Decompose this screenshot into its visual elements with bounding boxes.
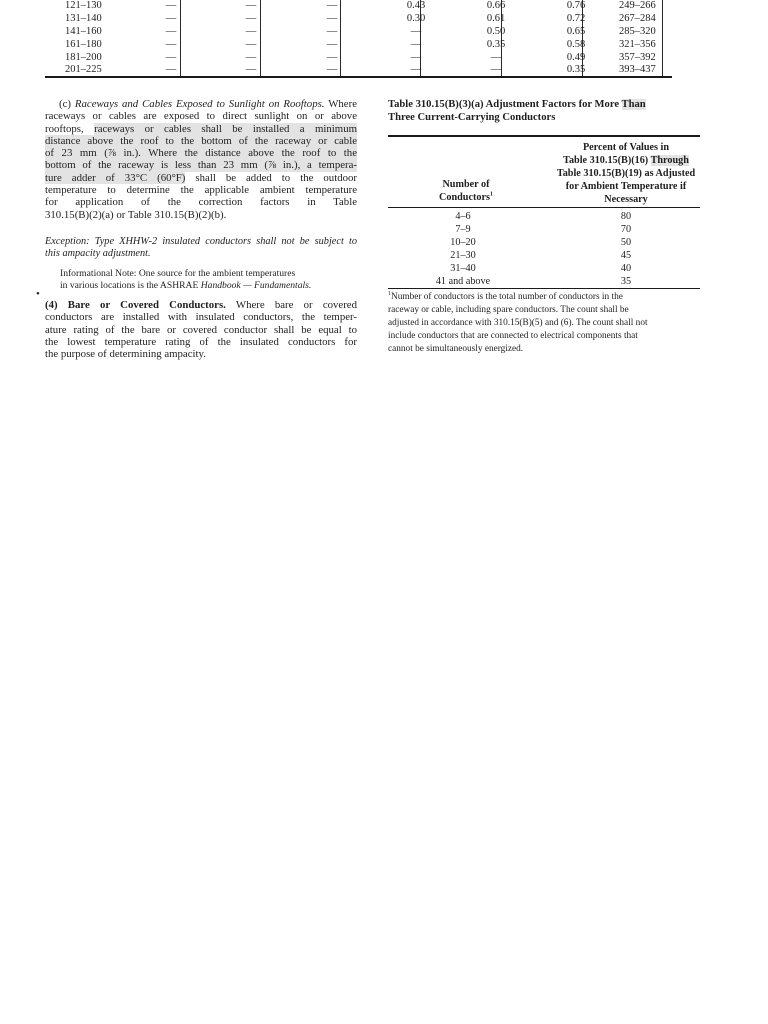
table-bottom-rule: [388, 288, 700, 289]
table-cell: 0.43: [406, 0, 426, 11]
table-cell: 0.76: [566, 0, 586, 11]
percent-value-cell: 45: [620, 250, 632, 261]
conductor-count-cell: 41 and above: [435, 276, 491, 287]
highlighted-text-line: distance above the roof to the bottom of the raceway or cable: [45, 134, 357, 147]
table-cell: —: [245, 52, 257, 63]
text-line: Exception: Type XHHW-2 insulated conductors shall not be subject to: [45, 236, 357, 247]
table-row: [388, 276, 700, 288]
table-row: [388, 211, 700, 223]
table-cell: 267–284: [619, 13, 656, 24]
table-cell: 0.65: [566, 26, 586, 37]
table-cell: —: [165, 13, 177, 24]
table-header-rule: [388, 207, 700, 208]
table-row: [45, 38, 672, 51]
percent-value-cell: 70: [620, 224, 632, 235]
table-row: [45, 63, 672, 76]
column-header-percent-values: Percent of Values in Table 310.15(B)(16) Through Table 310.15(B)(19) as Adjusted for Ambient Temperature if Necessary: [556, 142, 696, 205]
adjustment-table-title: Table 310.15(B)(3)(a) Adjustment Factors for More Than Three Current-Carrying Conductors: [388, 99, 646, 123]
text-line: for application of the correction factors in Table: [45, 196, 357, 209]
highlighted-text: Than: [621, 99, 646, 110]
text-line: rooftops, raceways or cables shall be installed a minimum: [45, 122, 357, 135]
percent-value-cell: 35: [620, 276, 632, 287]
table-cell: —: [326, 13, 338, 24]
table-row: [388, 237, 700, 249]
table-row: [388, 224, 700, 236]
text-line: the purpose of determining ampacity.: [45, 348, 206, 361]
table-cell: 0.72: [566, 13, 586, 24]
percent-value-cell: 80: [620, 211, 632, 222]
table-cell: 393–437: [619, 64, 656, 75]
table-cell: 0.61: [486, 13, 506, 24]
table-cell: —: [245, 13, 257, 24]
table-cell: 0.35: [566, 64, 586, 75]
highlighted-text: Through: [650, 155, 689, 166]
table-cell: —: [165, 0, 177, 11]
table-row: [45, 0, 672, 12]
section-4-title: (4) Bare or Covered Conductors.: [45, 299, 226, 311]
table-cell: —: [245, 26, 257, 37]
text-line: in various locations is the ASHRAE Handbook — Fundamentals.: [60, 280, 312, 292]
highlighted-text-line: bottom of the raceway is less than 23 mm (⅞ in.), a tempera-: [45, 159, 357, 172]
table-cell: 0.58: [566, 39, 586, 50]
conductor-count-cell: 4–6: [455, 211, 471, 222]
table-cell: —: [410, 26, 422, 37]
table-cell: —: [165, 39, 177, 50]
table-cell: 0.30: [406, 13, 426, 24]
table-cell: —: [326, 52, 338, 63]
section-4-paragraph: [45, 299, 357, 360]
table-cell: —: [326, 26, 338, 37]
section-c-title: Raceways and Cables Exposed to Sunlight on Rooftops.: [74, 98, 325, 110]
footnote-marker: 1: [388, 290, 391, 297]
percent-value-cell: 40: [620, 263, 632, 274]
section-c-lead: Where: [328, 98, 357, 110]
table-cell: —: [410, 64, 422, 75]
table-cell: 0.35: [486, 39, 506, 50]
table-footnote: $^1$Number of conductors is the total number of conductors in the raceway or cable, including spare conductors. The count shall be adjusted in accordance with 310.15(B)(5) and (6). The count shall not include conductors that are connected to electrical components that cannot be simultaneously energized.: [388, 290, 648, 355]
highlighted-text-line: of 23 mm (⅞ in.). Where the distance above the roof to the: [45, 147, 357, 160]
table-row: [45, 12, 672, 25]
table-cell: —: [245, 0, 257, 11]
table-cell: —: [165, 26, 177, 37]
text-line: Informational Note: One source for the ambient temperatures: [60, 268, 296, 279]
table-cell: —: [245, 64, 257, 75]
text-line: ture adder of 33°C (60°F) shall be added to the outdoor: [45, 171, 357, 184]
table-cell: 0.49: [566, 52, 586, 63]
conductor-count-cell: 7–9: [455, 224, 471, 235]
conductor-count-cell: 21–30: [450, 250, 476, 261]
table-cell: 131–140: [65, 13, 102, 24]
conductor-count-cell: 10–20: [450, 237, 476, 248]
table-top-rule: [388, 135, 700, 137]
ampacity-table-continuation: [45, 0, 672, 79]
table-cell: 181–200: [65, 52, 102, 63]
text-line: 310.15(B)(2)(a) or Table 310.15(B)(2)(b).: [45, 208, 227, 221]
change-marker-bullet: •: [36, 288, 40, 300]
table-cell: —: [490, 64, 502, 75]
table-cell: 321–356: [619, 39, 656, 50]
table-cell: 249–266: [619, 0, 656, 11]
highlighted-text: ture adder of 33°C (60°F): [45, 171, 186, 184]
table-cell: 161–180: [65, 39, 102, 50]
table-cell: —: [410, 52, 422, 63]
table-row: [388, 250, 700, 262]
table-cell: 357–392: [619, 52, 656, 63]
exception-paragraph: [45, 236, 357, 261]
text-line: temperature to determine the applicable ambient temperature: [45, 184, 357, 197]
text-line: (4) Bare or Covered Conductors. Where bare or covered: [45, 299, 357, 311]
table-cell: 121–130: [65, 0, 102, 11]
informational-note: [60, 268, 357, 293]
text-line: ature rating of the bare or covered conductor shall be equal to: [45, 323, 357, 336]
text-line: raceways or cables are exposed to direct sunlight on or above: [45, 110, 357, 123]
column-header-number-of-conductors: Number of Conductors$^1$: [439, 179, 493, 203]
table-row: [388, 263, 700, 275]
text-line: this ampacity adjustment.: [45, 248, 151, 260]
table-cell: —: [326, 39, 338, 50]
table-cell: 285–320: [619, 26, 656, 37]
table-row: [45, 25, 672, 38]
table-cell: —: [326, 64, 338, 75]
table-cell: 141–160: [65, 26, 102, 37]
table-cell: —: [410, 39, 422, 50]
table-cell: —: [490, 52, 502, 63]
section-c-paragraph: [45, 98, 357, 221]
text-line: conductors are installed with insulated conductors, the temper-: [45, 311, 357, 324]
table-cell: —: [326, 0, 338, 11]
table-cell: 201–225: [65, 64, 102, 75]
table-bottom-rule: [45, 76, 672, 78]
section-c-label: (c): [59, 98, 71, 110]
table-cell: 0.50: [486, 26, 506, 37]
conductor-count-cell: 31–40: [450, 263, 476, 274]
percent-value-cell: 50: [620, 237, 632, 248]
text-line: the lowest temperature rating of the insulated conductors for: [45, 335, 357, 348]
text-line: [45, 98, 357, 110]
highlighted-text: raceways or cables shall be installed a minimum: [94, 122, 357, 135]
table-cell: —: [165, 52, 177, 63]
footnote-marker: 1: [489, 191, 493, 198]
table-cell: —: [165, 64, 177, 75]
table-cell: —: [245, 39, 257, 50]
table-cell: 0.66: [486, 0, 506, 11]
